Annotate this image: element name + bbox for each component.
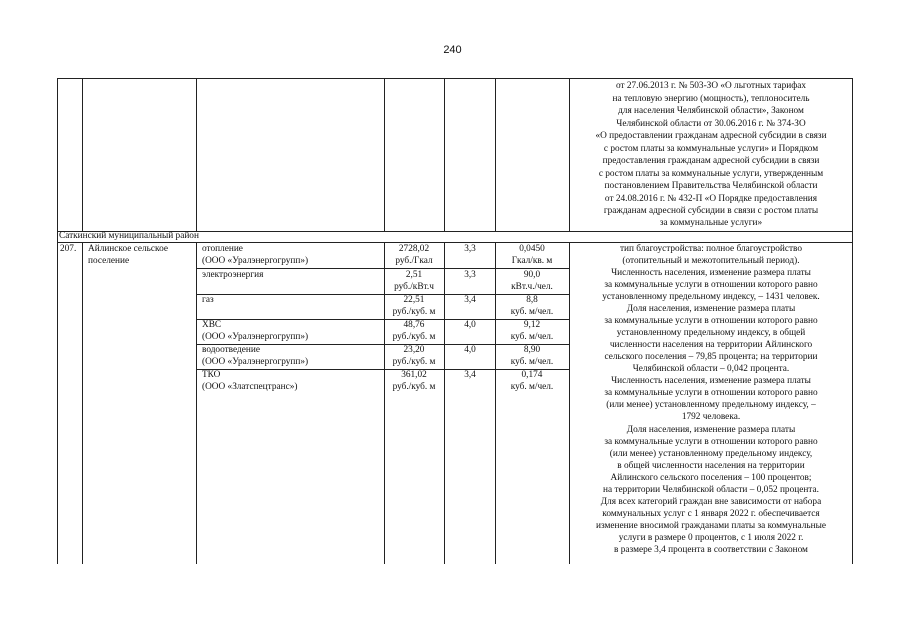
- column-rule: [569, 78, 570, 231]
- district-heading: Саткинский муниципальный район: [59, 231, 199, 241]
- note-line: с ростом платы за коммунальные услуги, утвержденным: [598, 169, 824, 179]
- column-rule: [495, 242, 496, 564]
- index-value: 3,4: [464, 370, 476, 380]
- description-line: за коммунальные услуги в отношении которого равно: [604, 280, 818, 290]
- note-line: «О предоставлении гражданам адресной субсидии в связи: [595, 131, 827, 141]
- index-value: 4,0: [464, 345, 476, 355]
- norm-unit: куб. м/чел.: [510, 382, 554, 392]
- service-name: водоотведение: [202, 345, 260, 355]
- row-rule: [57, 78, 852, 79]
- column-rule: [82, 78, 83, 231]
- note-line: гражданам адресной субсидии в связи с ростом платы: [603, 206, 819, 216]
- description-line: изменение вносимой гражданами платы за коммунальные: [596, 521, 826, 531]
- description-line: Доля населения, изменение размера платы: [626, 425, 796, 435]
- column-rule: [569, 242, 570, 564]
- index-value: 3,4: [464, 295, 476, 305]
- tariff-unit: руб./куб. м: [392, 357, 436, 367]
- service-provider: (ООО «Уралэнергогрупп»): [202, 332, 309, 342]
- tariff-unit: руб./кВт.ч: [394, 282, 434, 292]
- row-rule: [196, 268, 569, 269]
- norm-value: 90,0: [523, 270, 541, 280]
- norm-unit: куб. м/чел.: [510, 357, 554, 367]
- description-line: в общей численности населения на территории: [617, 461, 805, 471]
- norm-unit: кВт.ч./чел.: [511, 282, 553, 292]
- service-provider: (ООО «Уралэнергогрупп»): [202, 357, 309, 367]
- note-line: постановлением Правительства Челябинской области: [604, 181, 818, 191]
- description-line: в размере 3,4 процента в соответствии с Законом: [614, 545, 808, 555]
- description-line: (или менее) установленному предельному индексу, –: [606, 400, 816, 410]
- description-line: Челябинской области – 0,042 процента.: [632, 364, 790, 374]
- service-name: электроэнергия: [202, 270, 264, 280]
- norm-value: 9,12: [523, 320, 541, 330]
- description-line: Численность населения, изменение размера платы: [611, 268, 811, 278]
- note-line: с ростом платы за коммунальные услуги» и Порядком: [603, 144, 819, 154]
- column-rule: [495, 78, 496, 231]
- column-rule: [852, 78, 853, 564]
- page-number: 240: [443, 44, 462, 56]
- note-line: от 27.06.2013 г. № 503-ЗО «О льготных тарифах: [615, 81, 807, 91]
- norm-unit: Гкал/кв. м: [511, 256, 553, 266]
- service-name: газ: [202, 295, 214, 305]
- norm-value: 0,0450: [519, 244, 545, 254]
- column-rule: [384, 242, 385, 564]
- column-rule: [57, 78, 58, 564]
- description-line: численности населения на территории Айлинского: [609, 340, 813, 350]
- index-value: 4,0: [464, 320, 476, 330]
- column-rule: [196, 242, 197, 564]
- tariff-value: 48,76: [403, 320, 425, 330]
- norm-value: 8,8: [526, 295, 538, 305]
- tariff-value: 23,20: [403, 345, 425, 355]
- column-rule: [384, 78, 385, 231]
- tariff-unit: руб./куб. м: [392, 332, 436, 342]
- settlement-name: поселение: [88, 256, 130, 266]
- index-value: 3,3: [464, 270, 476, 280]
- tariff-value: 22,51: [403, 295, 425, 305]
- note-line: от 24.08.2016 г. № 432-П «О Порядке предоставления: [604, 194, 818, 204]
- norm-unit: куб. м/чел.: [510, 332, 554, 342]
- description-line: установленному предельному индексу, в общей: [616, 328, 806, 338]
- column-rule: [444, 78, 445, 231]
- tariff-value: 361,02: [401, 370, 427, 380]
- service-provider: (ООО «Уралэнергогрупп»): [202, 256, 309, 266]
- description-line: за коммунальные услуги в отношении которого равно: [604, 316, 818, 326]
- description-line: Доля населения, изменение размера платы: [626, 304, 796, 314]
- column-rule: [444, 242, 445, 564]
- norm-value: 0,174: [521, 370, 543, 380]
- index-value: 3,3: [464, 244, 476, 254]
- description-line: услуги в размере 0 процентов, с 1 июля 2022 г.: [618, 533, 804, 543]
- column-rule: [196, 78, 197, 231]
- note-line: на тепловую энергию (мощность), теплоноситель: [612, 94, 810, 104]
- description-line: Численность населения, изменение размера платы: [611, 376, 811, 386]
- description-line: 1792 человека.: [681, 412, 741, 422]
- description-line: коммунальных услуг с 1 января 2022 г. обеспечивается: [602, 509, 820, 519]
- norm-value: 8,90: [523, 345, 541, 355]
- column-rule: [82, 242, 83, 564]
- norm-unit: куб. м/чел.: [510, 307, 554, 317]
- service-name: ТКО: [202, 370, 221, 380]
- description-line: Для всех категорий граждан вне зависимости от набора: [600, 497, 822, 507]
- description-line: сельского поселения – 79,85 процента; на территории: [604, 352, 818, 362]
- tariff-unit: руб./куб. м: [392, 382, 436, 392]
- tariff-unit: руб./Гкал: [395, 256, 433, 266]
- service-name: отопление: [202, 244, 243, 254]
- description-line: тип благоустройства: полное благоустройство: [619, 244, 803, 254]
- description-line: (отопительный и межотопительный период).: [622, 256, 800, 266]
- service-provider: (ООО «Златспецтранс»): [202, 382, 298, 392]
- note-line: предоставления гражданам адресной субсидии в связи: [602, 156, 820, 166]
- description-line: на территории Челябинской области – 0,052 процента.: [603, 485, 819, 495]
- description-line: Айлинского сельского поселения – 100 процентов;: [610, 473, 812, 483]
- row-number: 207.: [60, 244, 77, 254]
- tariff-value: 2,51: [405, 270, 423, 280]
- description-line: за коммунальные услуги в отношении которого равно: [604, 437, 818, 447]
- note-line: Челябинской области от 30.06.2016 г. № 374-ЗО: [616, 119, 806, 129]
- description-line: за коммунальные услуги в отношении которого равно: [604, 388, 818, 398]
- tariff-value: 2728,02: [398, 244, 430, 254]
- description-line: установленному предельному индексу, – 1431 человек.: [602, 292, 820, 302]
- note-line: для населения Челябинской области», Законом: [618, 106, 804, 116]
- note-line: за коммунальные услуги»: [659, 218, 763, 228]
- service-name: ХВС: [202, 320, 222, 330]
- tariff-unit: руб./куб. м: [392, 307, 436, 317]
- settlement-name: Айлинское сельское: [88, 244, 168, 254]
- description-line: (или менее) установленному предельному индексу,: [609, 449, 813, 459]
